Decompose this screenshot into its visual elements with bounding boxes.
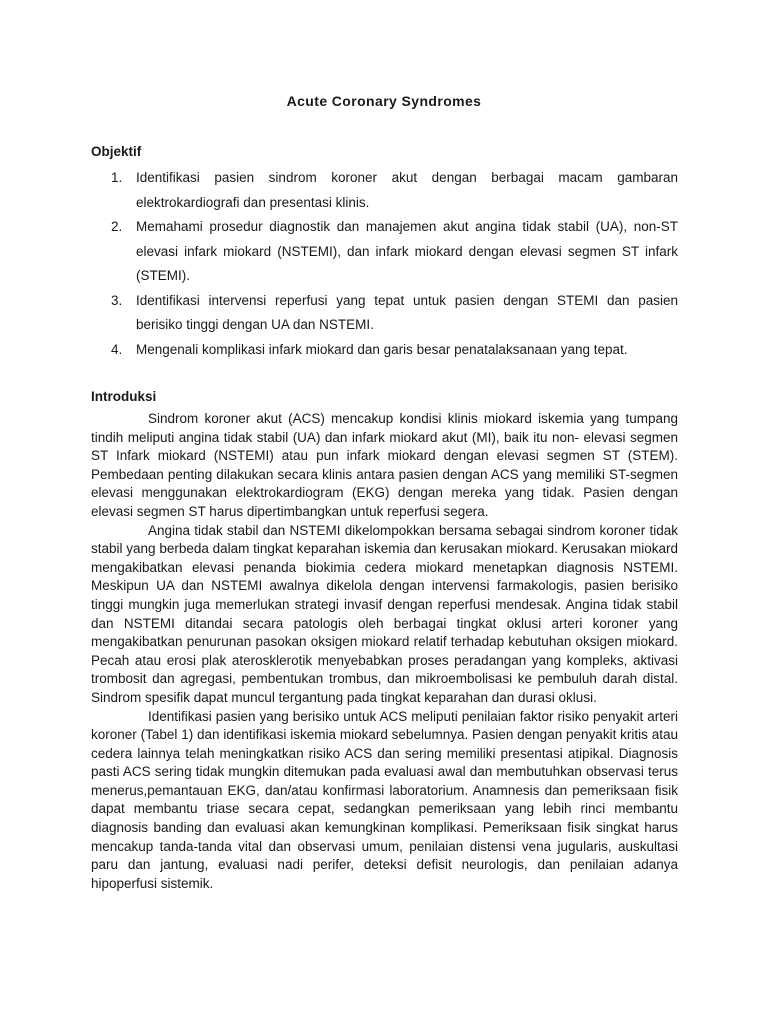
objective-number: 2. (111, 219, 123, 234)
objective-text: Identifikasi pasien sindrom koroner akut dengan berbagai macam gambaran elektrokardiografi dan presentasi klinis. (136, 170, 678, 210)
objective-number: 3. (111, 292, 123, 308)
objective-number: 1. (111, 170, 123, 185)
objective-list (91, 166, 678, 362)
introduction-paragraph: Sindrom koroner akut (ACS) mencakup kondisi klinis miokard iskemia yang tumpang tindih meliputi angina tidak stabil (UA) dan infark miokard akut (MI), baik itu non- elevasi segmen ST Infark miokard (NSTEMI) atau pun infark miokard dengan elevasi segmen ST (STEM). Pembedaan penting dilakukan secara klinis antara pasien dengan ACS yang memiliki ST-segmen elevasi menggunakan elektrokardiogram (EKG) dengan mereka yang tidak. Pasien dengan elevasi segmen ST harus dipertimbangkan untuk reperfusi segera. (91, 411, 678, 519)
objective-item (91, 338, 678, 363)
introduction-paragraph: Angina tidak stabil dan NSTEMI dikelompokkan bersama sebagai sindrom koroner tidak stabil yang berbeda dalam tingkat keparahan iskemia dan kerusakan miokard. Kerusakan miokard mengakibatkan elevasi penanda biokimia cedera miokard menetapkan diagnosis NSTEMI. Meskipun UA dan NSTEMI awalnya dikelola dengan intervensi farmakologis, pasien berisiko tinggi mungkin juga memerlukan strategi invasif dengan reperfusi mendesak. Angina tidak stabil dan NSTEMI ditandai secara patologis oleh berbagai tingkat oklusi arteri koroner yang mengakibatkan penurunan pasokan oksigen miokard relatif terhadap kebutuhan oksigen miokard. Pecah atau erosi plak aterosklerotik menyebabkan proses peradangan yang kompleks, aktivasi trombosit dan agregasi, pembentukan trombus, dan mikroembolisasi ke pembuluh darah distal. Sindrom spesifik dapat muncul tergantung pada tingkat keparahan dan durasi oklusi. (91, 522, 678, 705)
introduction-paragraph: Identifikasi pasien yang berisiko untuk ACS meliputi penilaian faktor risiko penyakit arteri koroner (Tabel 1) dan identifikasi iskemia miokard sebelumnya. Pasien dengan penyakit kritis atau cedera lainnya telah meningkatkan risiko ACS dan sering memiliki presentasi atipikal. Diagnosis pasti ACS sering tidak mungkin ditemukan pada evaluasi awal dan membutuhkan observasi terus menerus,pemantauan EKG, dan/atau konfirmasi laboratorium. Anamnesis dan pemeriksaan fisik dapat membantu triase secara cepat, sedangkan pemeriksaan yang lebih rinci membantu diagnosis banding dan evaluasi akan kemungkinan komplikasi. Pemeriksaan fisik singkat harus mencakup tanda-tanda vital dan observasi umum, penilaian distensi vena jugularis, auskultasi paru dan jantung, evaluasi nadi perifer, deteksi defisit neurologis, dan penilaian adanya hipoperfusi sistemik. (91, 708, 678, 891)
section-heading-objektif: Objektif (91, 144, 142, 159)
section-heading-introduksi: Introduksi (91, 389, 157, 404)
objective-number: 4. (111, 341, 123, 357)
objective-item (91, 166, 678, 215)
introduction-body (91, 410, 678, 893)
objective-text: Memahami prosedur diagnostik dan manajemen akut angina tidak stabil (UA), non-ST elevasi infark miokard (NSTEMI), dan infark miokard dengan elevasi segmen ST infark (STEMI). (136, 219, 678, 283)
objective-text: Mengenali komplikasi infark miokard dan garis besar penatalaksanaan yang tepat. (136, 341, 628, 357)
objective-item (91, 289, 678, 338)
document-title: Acute Coronary Syndromes (286, 93, 482, 109)
objective-item (91, 215, 678, 289)
objective-text: Identifikasi intervensi reperfusi yang tepat untuk pasien dengan STEMI dan pasien berisiko tinggi dengan UA dan NSTEMI. (136, 292, 678, 332)
